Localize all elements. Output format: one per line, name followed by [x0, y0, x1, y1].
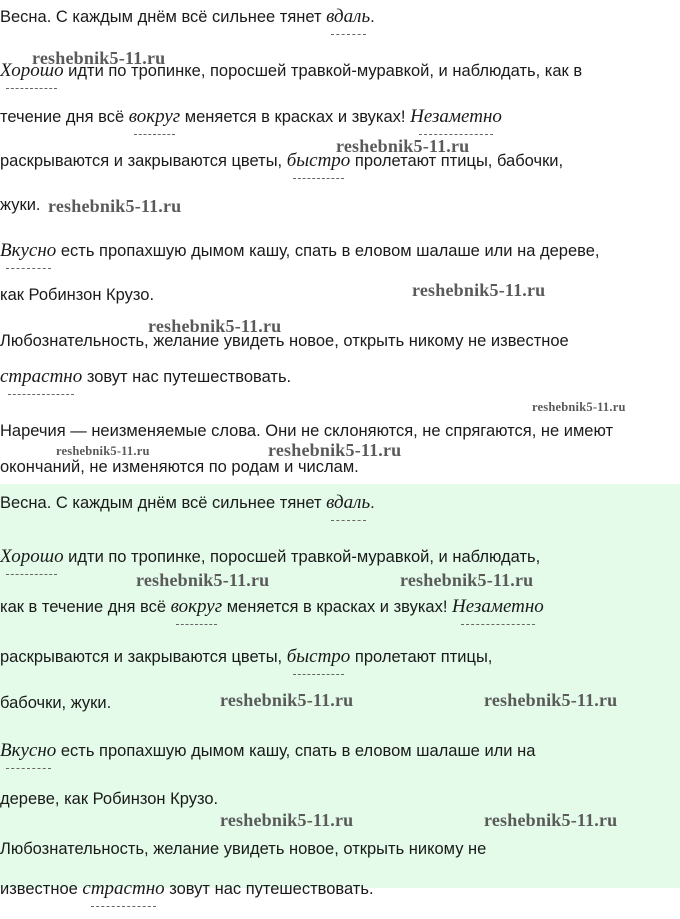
rule-text: Наречия — неизменяемые слова. Они не склоняются, не спрягаются, не имеют	[0, 422, 614, 440]
adverb: страстно	[0, 366, 83, 387]
exercise-text-highlighted	[0, 484, 680, 899]
watermark: reshebnik5-11.ru	[148, 316, 282, 336]
adverb: Хорошо	[0, 60, 64, 81]
text-line: Вкусно есть пропахшую дымом кашу, спать в еловом шалаше или на	[0, 740, 536, 761]
adverb: вокруг	[170, 596, 223, 617]
text-line: Вкусно есть пропахшую дымом кашу, спать в еловом шалаше или на дереве,	[0, 240, 600, 261]
text-line: дереве, как Робинзон Крузо.	[0, 790, 219, 808]
text-line: течение дня всё вокруг меняется в красках и звуках! Незаметно	[0, 106, 502, 127]
adverb: Вкусно	[0, 240, 57, 261]
adverb: быстро	[286, 150, 351, 171]
watermark: reshebnik5-11.ru	[532, 400, 626, 414]
watermark: reshebnik5-11.ru	[412, 280, 546, 300]
watermark: reshebnik5-11.ru	[268, 440, 402, 460]
adverb: вдаль	[326, 6, 371, 27]
text-line: раскрываются и закрываются цветы, быстро пролетают птицы, бабочки,	[0, 150, 564, 171]
text-line: Хорошо идти по тропинке, поросшей травкой-муравкой, и наблюдать, как в	[0, 60, 583, 81]
text-line: Весна. С каждым днём всё сильнее тянет вдаль.	[0, 6, 375, 27]
adverb: страстно	[82, 878, 165, 899]
watermark: reshebnik5-11.ru	[48, 196, 182, 216]
rule-text: окончаний, не изменяются по родам и числам.	[0, 458, 359, 476]
text-line: Весна. С каждым днём всё сильнее тянет вдаль.	[0, 492, 375, 513]
text-line: страстно зовут нас путешествовать.	[0, 366, 292, 387]
text-line: как Робинзон Крузо.	[0, 286, 155, 304]
watermark: reshebnik5-11.ru	[336, 136, 470, 156]
watermark: reshebnik5-11.ru	[32, 48, 166, 68]
adverb: Хорошо	[0, 546, 64, 567]
text-line: раскрываются и закрываются цветы, быстро пролетают птицы,	[0, 646, 493, 667]
adverb: быстро	[286, 646, 351, 667]
text-line: как в течение дня всё вокруг меняется в красках и звуках! Незаметно	[0, 596, 544, 617]
watermark: reshebnik5-11.ru	[400, 570, 534, 590]
adverb: Незаметно	[452, 596, 544, 617]
text-line: бабочки, жуки.	[0, 694, 112, 712]
text-line: Любознательность, желание увидеть новое, открыть никому не известное	[0, 332, 569, 350]
text-line: жуки.	[0, 196, 41, 214]
adverb: Вкусно	[0, 740, 57, 761]
watermark: reshebnik5-11.ru	[484, 810, 618, 830]
watermark: reshebnik5-11.ru	[220, 810, 354, 830]
text-line: Хорошо идти по тропинке, поросшей травкой-муравкой, и наблюдать,	[0, 546, 541, 567]
text-line: Любознательность, желание увидеть новое, открыть никому не	[0, 840, 487, 858]
adverb: вокруг	[128, 106, 181, 127]
adverb: Незаметно	[410, 106, 502, 127]
watermark: reshebnik5-11.ru	[220, 690, 354, 710]
watermark: reshebnik5-11.ru	[56, 444, 150, 458]
text-line: известное страстно зовут нас путешествовать.	[0, 878, 374, 899]
watermark: reshebnik5-11.ru	[136, 570, 270, 590]
adverb: вдаль	[326, 492, 371, 513]
watermark: reshebnik5-11.ru	[484, 690, 618, 710]
